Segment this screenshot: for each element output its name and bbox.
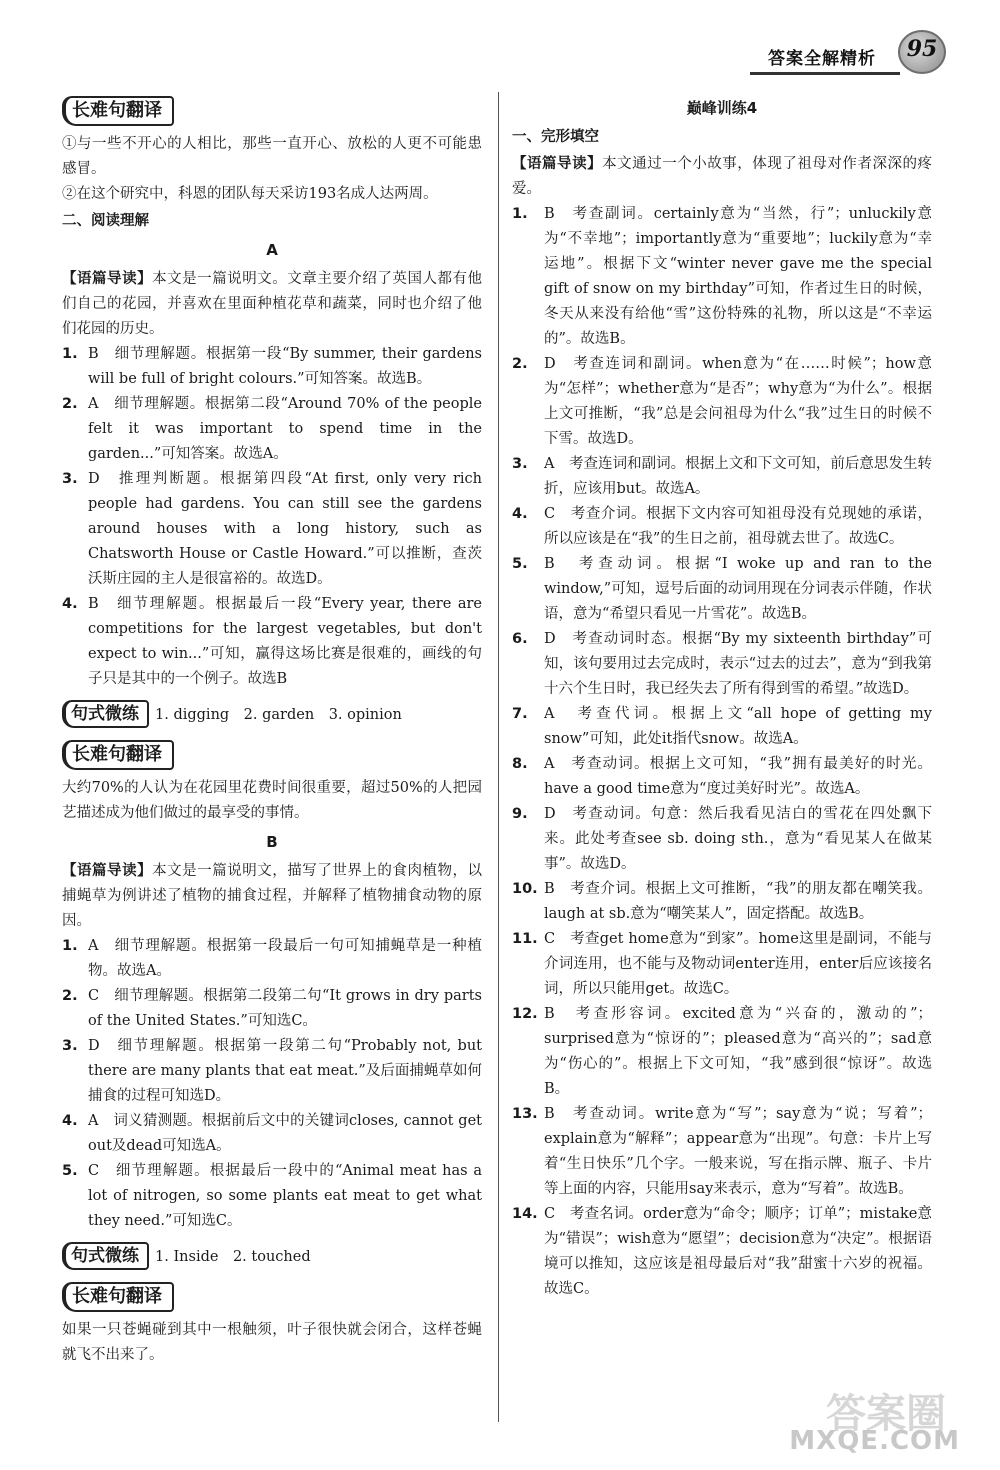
item-text: D 推理判断题。根据第四段“At first, only very rich people had gardens. You can still see the gardens around houses with a long history, such as Chatsworth House or Castle Howard.”可以推断，查茨沃斯庄园的主人是很富裕的。故选D。 (88, 471, 482, 587)
spacer (62, 1234, 482, 1242)
watermark-site: MXQE.COM (789, 1426, 960, 1456)
item-number: 4. (62, 596, 78, 612)
answer-item (512, 927, 932, 1002)
item-text: C 考查get home意为“到家”。home这里是副词，不能与介词连用，也不能与及物动词enter连用，enter后应该接名词，所以只能用get。故选C。 (544, 931, 932, 997)
cloze-section-title: 一、完形填空 (512, 129, 599, 145)
page-number: 95 (906, 36, 938, 62)
header-rule (750, 72, 900, 75)
item-text: B 细节理解题。根据最后一段“Every year, there are competitions for the largest vegetables, but don't expect to win...”可知，赢得这场比赛是很难的，画线的句子只是其中的一个例子。故选B (88, 596, 482, 687)
item-number: 7. (512, 706, 528, 722)
answer-item (512, 1202, 932, 1302)
item-number: 2. (62, 396, 78, 412)
answer-item (512, 702, 932, 752)
answer-item (62, 1109, 482, 1159)
reading-section-title: 二、阅读理解 (62, 213, 149, 229)
item-text: D 考查动词时态。根据“By my sixteenth birthday”可知，该句要用过去完成时，表示“过去的过去”，意为“到我第十六个生日时，我已经失去了所有得到雪的希望。”故选D。 (544, 631, 932, 697)
item-number: 2. (512, 356, 528, 372)
item-text: B 考查介词。根据上文可推断，“我”的朋友都在嘲笑我。laugh at sb.意为“嘲笑某人”，固定搭配。故选B。 (544, 881, 932, 922)
item-text: D 考查连词和副词。when意为“在……时候”；how意为“怎样”；whether意为“是否”；why意为“为什么”。根据上文可推断，“我”总是会问祖母为什么“我”过生日的时候不下雪。故选D。 (544, 356, 932, 447)
item-number: 5. (62, 1163, 78, 1179)
answer-item (512, 202, 932, 352)
spacer (62, 692, 482, 700)
column-divider (498, 92, 499, 1422)
item-text: B 细节理解题。根据第一段“By summer, their gardens will be full of bright colours.”可知答案。故选B。 (88, 346, 482, 387)
item-number: 1. (62, 938, 78, 954)
translation-heading-3: 长难句翻译 (62, 1282, 174, 1312)
item-number: 10. (512, 881, 538, 897)
answer-item (512, 802, 932, 877)
answer-item (512, 1102, 932, 1202)
passage-b-title: B (266, 833, 278, 851)
item-number: 13. (512, 1106, 538, 1122)
guide-text: 本文通过一个小故事，体现了祖母对作者深深的疼爱。 (512, 156, 933, 197)
answer-item (62, 467, 482, 592)
translation-line-1: ①与一些不开心的人相比，那些一直开心、放松的人更不可能患感冒。 (62, 136, 482, 177)
guide-label: 【语篇导读】 (62, 271, 153, 287)
item-number: 8. (512, 756, 528, 772)
passage-b-guide (62, 859, 482, 934)
answer-item (512, 452, 932, 502)
item-text: D 细节理解题。根据第一段第二句“Probably not, but there are many plants that eat meat.”及后面捕蝇草如何捕食的过程可知选D。 (88, 1038, 482, 1104)
header-label: 答案全解精析 (768, 49, 876, 69)
item-text: A 细节理解题。根据第二段“Around 70% of the people felt it was important to spend time in the garden...”可知答案。故选A。 (88, 396, 482, 462)
answer-item (512, 877, 932, 927)
item-number: 1. (512, 206, 528, 222)
item-number: 12. (512, 1006, 538, 1022)
page-header (730, 22, 970, 82)
item-number: 3. (62, 471, 78, 487)
answer-item (62, 984, 482, 1034)
item-number: 3. (62, 1038, 78, 1054)
item-text: C 细节理解题。根据最后一段中的“Animal meat has a lot of nitrogen, so some plants eat meat to get what they need.”可知选C。 (88, 1163, 482, 1229)
item-text: B 考查动词。write意为“写”；say意为“说；写着”；explain意为“解释”；appear意为“出现”。句意：卡片上写着“生日快乐”几个字。一般来说，写在指示牌、瓶子、卡片等上面的内容，只能用say来表示，意为“写着”。故选B。 (544, 1106, 932, 1197)
practice-answers-1: 1. digging 2. garden 3. opinion (155, 707, 402, 723)
item-text: D 考查动词。句意：然后我看见洁白的雪花在四处飘下来。此处考查see sb. doing sth.，意为“看见某人在做某事”。故选D。 (544, 806, 932, 872)
watermark (770, 1382, 970, 1462)
practice-1 (62, 700, 482, 728)
passage-a-guide (62, 267, 482, 342)
item-text: A 考查连词和副词。根据上文和下文可知，前后意思发生转折，应该用but。故选A。 (544, 456, 932, 497)
answer-item (62, 1034, 482, 1109)
item-number: 4. (62, 1113, 78, 1129)
item-text: C 考查名词。order意为“命令；顺序；订单”；mistake意为“错误”；wish意为“愿望”；decision意为“决定”。根据语境可以推知，这应该是祖母最后对“我”甜蜜十六岁的祝福。故选C。 (544, 1206, 932, 1297)
spacer (62, 1270, 482, 1278)
item-text: C 细节理解题。根据第二段第二句“It grows in dry parts of the United States.”可知选C。 (88, 988, 482, 1029)
item-text: A 考查动词。根据上文可知，“我”拥有最美好的时光。have a good time意为“度过美好时光”。故选A。 (544, 756, 932, 797)
item-number: 1. (62, 346, 78, 362)
item-number: 14. (512, 1206, 538, 1222)
exercise-title: 巅峰训练4 (686, 99, 758, 117)
answer-item (512, 552, 932, 627)
answer-item (512, 752, 932, 802)
translation-3-text: 如果一只苍蝇碰到其中一根触须，叶子很快就会闭合，这样苍蝇就飞不出来了。 (62, 1322, 482, 1363)
translation-heading-1: 长难句翻译 (62, 96, 174, 126)
spacer (62, 728, 482, 736)
watermark-stamp: 答案圈 (826, 1391, 946, 1437)
item-text: A 细节理解题。根据第一段最后一句可知捕蝇草是一种植物。故选A。 (88, 938, 482, 979)
answer-item (512, 502, 932, 552)
practice-2 (62, 1242, 482, 1270)
item-number: 4. (512, 506, 528, 522)
practice-heading-2: 句式微练 (62, 1242, 149, 1270)
answer-item (62, 934, 482, 984)
answer-item (62, 1159, 482, 1234)
answer-item (512, 1002, 932, 1102)
guide-label: 【语篇导读】 (62, 863, 153, 879)
cloze-guide (512, 152, 932, 202)
guide-text: 本文是一篇说明文，描写了世界上的食肉植物，以捕蝇草为例讲述了植物的捕食过程，并解释了植物捕食动物的原因。 (62, 863, 483, 929)
practice-answers-2: 1. Inside 2. touched (155, 1249, 311, 1265)
practice-heading-1: 句式微练 (62, 700, 149, 728)
answer-item (62, 392, 482, 467)
translation-heading-2: 长难句翻译 (62, 740, 174, 770)
answer-item (62, 592, 482, 692)
item-number: 11. (512, 931, 538, 947)
guide-text: 本文是一篇说明文。文章主要介绍了英国人都有他们自己的花园，并喜欢在里面种植花草和蔬菜，同时也介绍了他们花园的历史。 (62, 271, 483, 337)
item-text: B 考查副词。certainly意为“当然，行”；unluckily意为“不幸地”；importantly意为“重要地”；luckily意为“幸运地”。根据下文“winter never gave me the special gift of snow on my birthday”可知，作者过生日的时候，冬天从来没有给他“雪”这份特殊的礼物，所以这是“不幸运的”。故选B。 (544, 206, 932, 347)
item-number: 2. (62, 988, 78, 1004)
item-text: B 考查形容词。excited意为“兴奋的，激动的”；surprised意为“惊讶的”；pleased意为“高兴的”；sad意为“伤心的”。根据上下文可知，“我”感到很“惊讶”。故选B。 (544, 1006, 932, 1097)
passage-a-title: A (266, 241, 278, 259)
item-number: 6. (512, 631, 528, 647)
item-text: A 词义猜测题。根据前后文中的关键词closes, cannot get out及dead可知选A。 (88, 1113, 482, 1154)
left-column (62, 92, 482, 1368)
right-column (512, 92, 932, 1302)
answer-item (512, 627, 932, 702)
answer-item (512, 352, 932, 452)
translation-2-text: 大约70%的人认为在花园里花费时间很重要，超过50%的人把园艺描述成为他们做过的最享受的事情。 (62, 780, 482, 821)
translation-line-2: ②在这个研究中，科恩的团队每天采访193名成人达两周。 (62, 186, 438, 202)
item-text: B 考查动词。根据“I woke up and ran to the window,”可知，逗号后面的动词用现在分词表示伴随，作状语，意为“希望只看见一片雪花”。故选B。 (544, 556, 932, 622)
item-number: 5. (512, 556, 528, 572)
item-number: 9. (512, 806, 528, 822)
answer-item (62, 342, 482, 392)
item-number: 3. (512, 456, 528, 472)
item-text: C 考查介词。根据下文内容可知祖母没有兑现她的承诺，所以应该是在“我”的生日之前，祖母就去世了。故选C。 (544, 506, 932, 547)
guide-label: 【语篇导读】 (512, 156, 603, 172)
item-text: A 考查代词。根据上文“all hope of getting my snow”可知，此处it指代snow。故选A。 (544, 706, 932, 747)
